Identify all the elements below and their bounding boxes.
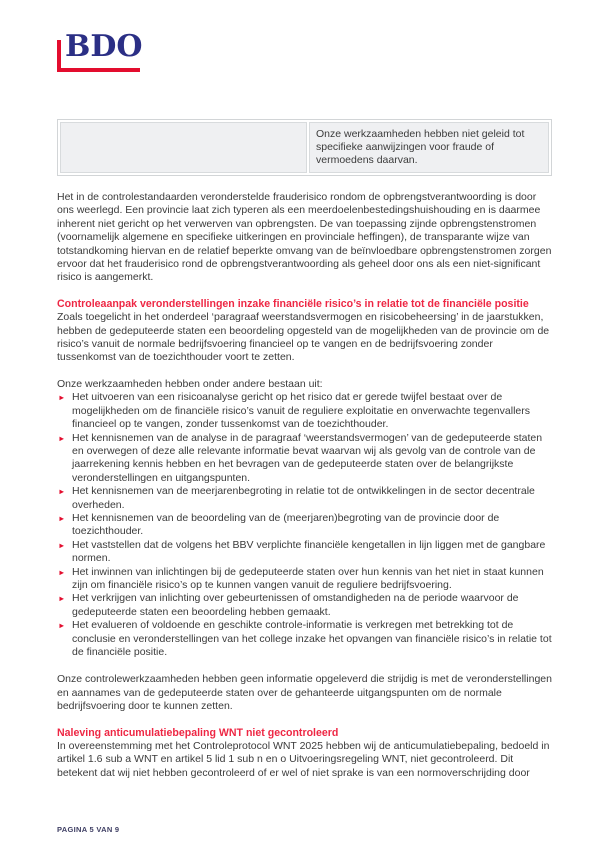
list-item bbox=[57, 619, 552, 659]
list-item bbox=[57, 592, 552, 619]
list-item-text: Het uitvoeren van een risicoanalyse gericht op het risico dat er gerede twijfel bestaat over de mogelijkheden om de financiële risico’s vanuit de reguliere exploitatie en onverwachte tegenvallers financieel op te vangen, zonder tussenkomst van de toezichthouder. bbox=[72, 391, 530, 431]
bullet-triangle-icon: ► bbox=[58, 393, 66, 403]
paragraph-section2: In overeenstemming met het Controleprotocol WNT 2025 hebben wij de anticumulatiebepaling, bedoeld in artikel 1.6 sub a WNT en artikel 5 lid 1 sub n en o Uitvoeringsregeling WNT, niet gecontroleerd. Dit betekent dat wij niet hebben gecontroleerd of er wel of niet sprake is van een normoverschrijding door bbox=[57, 740, 550, 779]
list-item bbox=[57, 432, 552, 486]
bullet-triangle-icon: ► bbox=[58, 567, 66, 577]
bdo-logo bbox=[57, 29, 143, 72]
list-item-text: Het kennisnemen van de beoordeling van de (meerjaren)begroting van de provincie door de toezichthouder. bbox=[72, 511, 500, 538]
paragraph-section1-closing: Onze controlewerkzaamheden hebben geen informatie opgeleverd die strijdig is met de veronderstellingen en aannames van de gedeputeerde staten over de gehanteerde uitgangspunten om de normale bedrijfsvoering door te kunnen zetten. bbox=[57, 673, 552, 713]
logo-wordmark: BDO bbox=[65, 29, 143, 64]
section-heading-naleving-wnt: Naleving anticumulatiebepaling WNT niet gecontroleerd bbox=[57, 726, 339, 739]
fraud-conclusion-table bbox=[57, 119, 552, 176]
list-item-text: Het verkrijgen van inlichting over gebeurtenissen of omstandigheden na de periode waarvoor de gedeputeerde staten een beoordeling hebben gemaakt. bbox=[72, 592, 519, 618]
table-cell-conclusion: Onze werkzaamheden hebben niet geleid tot specifieke aanwijzingen voor fraude of vermoedens daarvan. bbox=[309, 122, 549, 173]
list-item bbox=[57, 566, 552, 593]
list-item bbox=[57, 539, 552, 566]
logo-red-bracket-horizontal bbox=[57, 68, 140, 72]
bullet-triangle-icon: ► bbox=[58, 487, 66, 497]
list-item-text: Het kennisnemen van de meerjarenbegroting in relatie tot de ontwikkelingen in de sector decentrale overheden. bbox=[72, 485, 535, 511]
page-number: PAGINA 5 VAN 9 bbox=[57, 825, 120, 834]
logo-red-bracket-vertical bbox=[57, 40, 61, 68]
list-item bbox=[57, 391, 552, 431]
werkzaamheden-list bbox=[57, 391, 552, 659]
bullet-triangle-icon: ► bbox=[58, 540, 66, 550]
list-item-text: Het kennisnemen van de analyse in de paragraaf ‘weerstandsvermogen’ van de gedeputeerde staten en overwegen of deze alle relevante informatie bevat waarvan wij als gevolg van de controle van de jaarrekening kennis hebben en het bevragen van de gedeputeerde staten over de belangrijkste veronderstellingen en uitgangspunten. bbox=[72, 431, 543, 484]
paragraph-section1-intro: Zoals toegelicht in het onderdeel ‘paragraaf weerstandsvermogen en risicobeheersing’ in de jaarstukken, hebben de gedeputeerde staten een beoordeling opgesteld van de mogelijkheden van de provincie om de risico’s vanuit de normale bedrijfsvoering financieel op te vangen en de bedrijfsvoering zonder tussenkomst van de toezichthouder voort te zetten. bbox=[57, 311, 550, 364]
table-row bbox=[60, 122, 549, 173]
list-item bbox=[57, 512, 552, 539]
bullet-triangle-icon: ► bbox=[58, 594, 66, 604]
list-item bbox=[57, 485, 552, 512]
section-heading-controleaanpak: Controleaanpak veronderstellingen inzake financiële risico’s in relatie tot de financiële positie bbox=[57, 297, 529, 310]
list-item-text: Het inwinnen van inlichtingen bij de gedeputeerde staten over hun kennis van het niet in staat kunnen zijn om financiële risico’s op te kunnen vangen vanuit de reguliere bedrijfsvoering. bbox=[72, 565, 544, 591]
bullet-triangle-icon: ► bbox=[58, 433, 66, 443]
bullet-list-intro: Onze werkzaamheden hebben onder andere bestaan uit: bbox=[57, 377, 323, 390]
list-item-text: Het evalueren of voldoende en geschikte controle-informatie is verkregen met betrekking tot de conclusie en veronderstellingen van het college inzake het opvangen van financiële risico’s in relatie tot de financiële positie. bbox=[72, 619, 552, 658]
paragraph-fraud-risk: Het in de controlestandaarden veronderstelde frauderisico rondom de opbrengstverantwoording is door ons weerlegd. Een provincie laat zich typeren als een meerdoelenbestedingshuishouding en is daarmee inherent niet gericht op het verwerven van opbrengsten. De van toepassing zijnde opbrengstenstromen (voornamelijk algemene en specifieke uitkeringen en provinciale heffingen), de transparante wijze van totstandkoming hiervan en de relatief beperkte omvang van de beïnvloedbare opbrengstenstromen zorgen ervoor dat het frauderisico rond de opbrengstverantwoording als geheel door ons als een niet-significant risico is aangemerkt. bbox=[57, 191, 552, 284]
bullet-triangle-icon: ► bbox=[58, 513, 66, 523]
table-cell-empty bbox=[60, 122, 307, 173]
list-item-text: Het vaststellen dat de volgens het BBV verplichte financiële kengetallen in lijn liggen met de gangbare normen. bbox=[72, 538, 546, 565]
bullet-triangle-icon: ► bbox=[58, 621, 66, 631]
